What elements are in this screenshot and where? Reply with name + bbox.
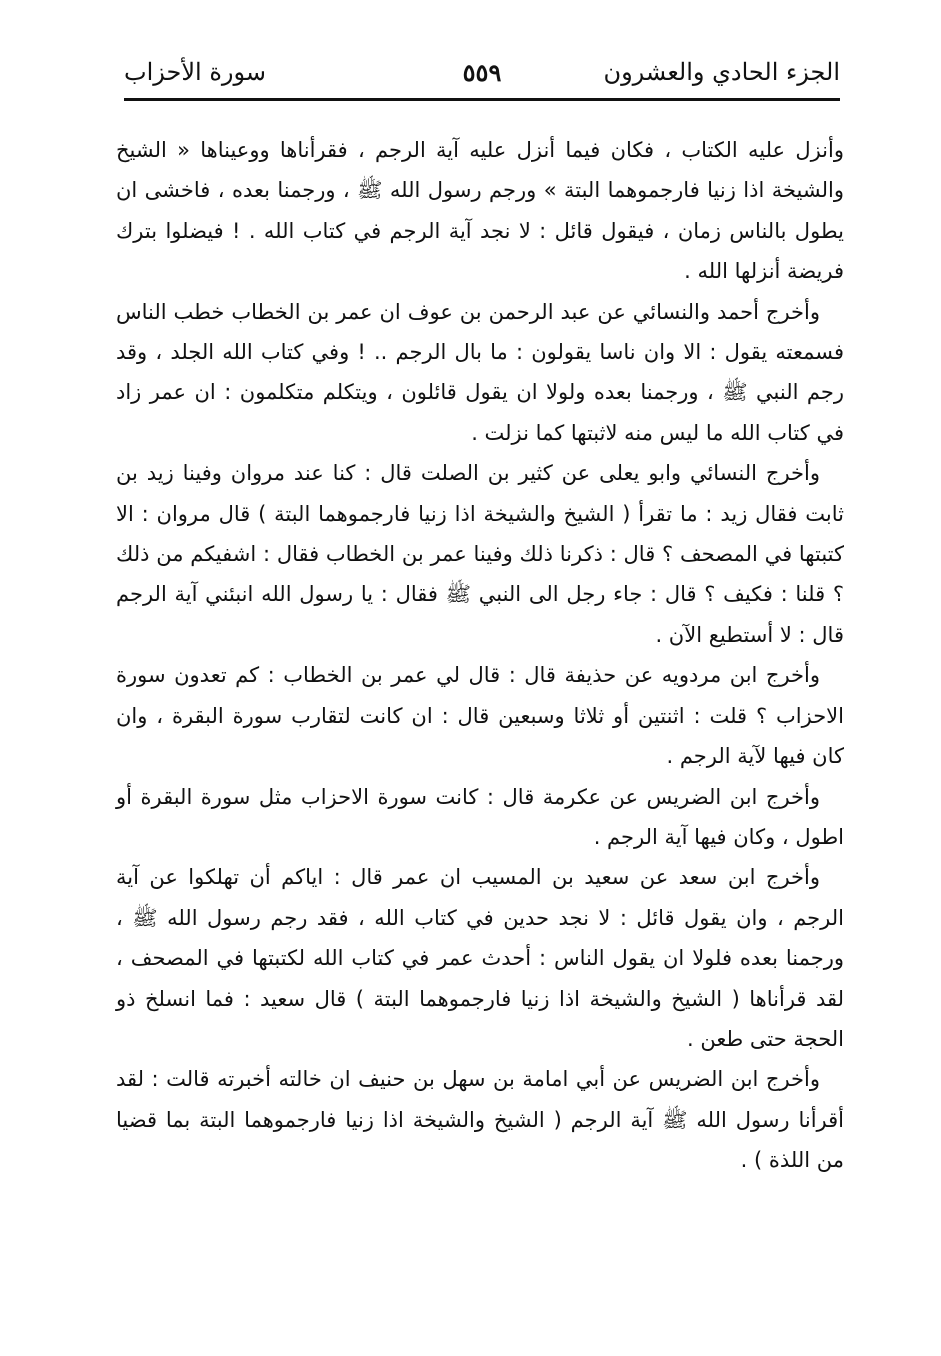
paragraph-4: وأخرج ابن مردويه عن حذيفة قال : قال لي عمر بن الخطاب : كم تعدون سورة الاحزاب ؟ قلت : اثنتين أو ثلاثا وسبعين قال : ان كانت لتقارب سورة البقرة ، وان كان فيها لآية الرجم . [116,663,844,769]
page-body [116,130,844,1181]
surah-title: سورة الأحزاب [124,58,266,86]
paragraph-6: وأخرج ابن سعد عن سعيد بن المسيب ان عمر قال : اياكم أن تهلكوا عن آية الرجم ، وان يقول قائل : لا نجد حدين في كتاب الله ، فقد رجم رسول الله ﷺ ، ورجمنا بعده فلولا ان يقول الناس : أحدث عمر في كتاب الله لكتبتها في المصحف ، لقد قرأناها ( الشيخ والشيخة اذا زنيا فارجموهما البتة ) قال سعيد : فما انسلخ ذو الحجة حتى طعن . [116,865,844,1051]
header-divider [124,98,840,101]
paragraph-5: وأخرج ابن الضريس عن عكرمة قال : كانت سورة الاحزاب مثل سورة البقرة أو اطول ، وكان فيها آية الرجم . [116,784,844,849]
paragraph-1: وأنزل عليه الكتاب ، فكان فيما أنزل عليه آية الرجم ، فقرأناها ووعيناها « الشيخ والشيخة اذا زنيا فارجموهما البتة » ورجم رسول الله ﷺ ، ورجمنا بعده ، فاخشى ان يطول بالناس زمان ، فيقول قائل : لا نجد آية الرجم في كتاب الله . ! فيضلوا بترك فريضة أنزلها الله . [116,138,844,284]
paragraph-3: وأخرج النسائي وابو يعلى عن كثير بن الصلت قال : كنا عند مروان وفينا زيد بن ثابت فقال زيد : ما تقرأ ( الشيخ والشيخة اذا زنيا فارجموهما البتة ) قال مروان : الا كتبتها في المصحف ؟ قال : ذكرنا ذلك وفينا عمر بن الخطاب فقال : اشفيكم من ذلك ؟ قلنا : فكيف ؟ قال : جاء رجل الى النبي ﷺ فقال : يا رسول الله انبئني آية الرجم قال : لا أستطيع الآن . [116,461,844,647]
paragraph-7: وأخرج ابن الضريس عن أبي امامة بن سهل بن حنيف ان خالته أخبرته قالت : لقد أقرأنا رسول الله ﷺ آية الرجم ( الشيخ والشيخة اذا زنيا فارجموهما البتة بما قضيا من اللذة ) . [116,1067,844,1173]
part-title: الجزء الحادي والعشرون [603,58,840,86]
paragraph-2: وأخرج أحمد والنسائي عن عبد الرحمن بن عوف ان عمر بن الخطاب خطب الناس فسمعته يقول : الا وان ناسا يقولون : ما بال الرجم .. ! وفي كتاب الله الجلد ، وقد رجم النبي ﷺ ، ورجمنا بعده ولولا ان يقول قائلون ، ويتكلم متكلمون : ان عمر زاد في كتاب الله ما ليس منه لاثبتها كما نزلت . [116,299,844,445]
page-header [124,52,840,96]
page-number: ٥٥٩ [462,58,502,87]
